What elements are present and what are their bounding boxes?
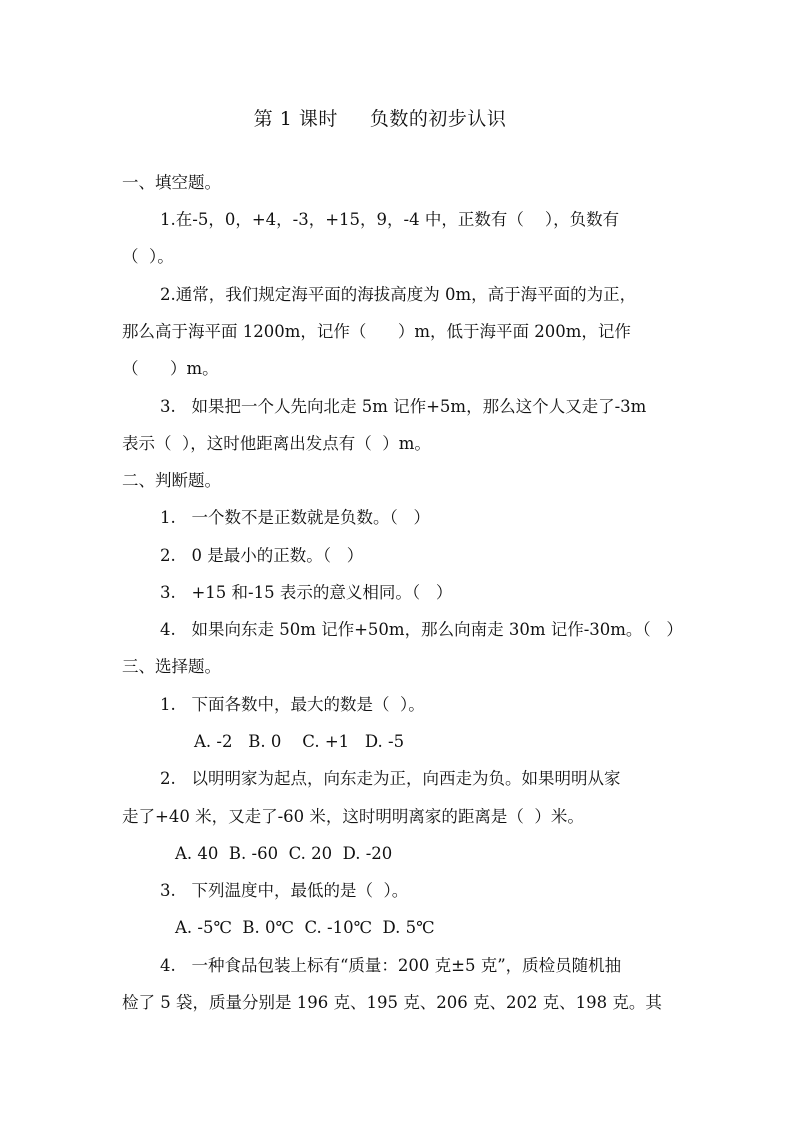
- choice-q3-options: A. -5℃ B. 0℃ C. -10℃ D. 5℃: [175, 918, 435, 937]
- choice-q4-line1: 4. 一种食品包装上标有“质量：200 克±5 克”，质检员随机抽: [160, 956, 622, 975]
- choice-q2-options: A. 40 B. -60 C. 20 D. -20: [175, 844, 393, 863]
- choice-q1-options: A. -2 B. 0 C. +1 D. -5: [194, 732, 405, 751]
- fill-q1-line2: （ ）。: [122, 247, 174, 266]
- fill-q2-line1: 2.通常，我们规定海平面的海拔高度为 0m，高于海平面的为正，: [160, 285, 637, 304]
- choice-q3: 3. 下列温度中，最低的是（ ）。: [160, 881, 409, 900]
- section-heading-judge: 二、判断题。: [122, 471, 221, 490]
- fill-q3-line2: 表示（ ），这时他距离出发点有（ ）m。: [122, 434, 431, 453]
- judge-q2: 2. 0 是最小的正数。（ ）: [160, 546, 364, 565]
- fill-q1-line1: 1.在-5，0，+4，-3，+15，9，-4 中，正数有（ ），负数有: [160, 210, 620, 229]
- choice-q2-line1: 2. 以明明家为起点，向东走为正，向西走为负。如果明明从家: [160, 769, 621, 788]
- section-heading-fill: 一、填空题。: [122, 173, 221, 192]
- fill-q3-line1: 3. 如果把一个人先向北走 5m 记作+5m，那么这个人又走了-3m: [160, 397, 647, 416]
- lesson-topic: 负数的初步认识: [369, 108, 507, 130]
- section-heading-choice: 三、选择题。: [122, 657, 221, 676]
- choice-q1: 1. 下面各数中，最大的数是（ ）。: [160, 695, 425, 714]
- judge-q1: 1. 一个数不是正数就是负数。（ ）: [160, 508, 430, 527]
- fill-q2-line3: （ ）m。: [122, 359, 219, 378]
- lesson-label: 第 1 课时: [253, 108, 338, 130]
- choice-q4-line2: 检了 5 袋，质量分别是 196 克、195 克、206 克、202 克、198 克。其: [122, 993, 662, 1012]
- judge-q4: 4. 如果向东走 50m 记作+50m，那么向南走 30m 记作-30m。（ ）: [160, 620, 683, 639]
- page-title: [0, 104, 760, 131]
- judge-q3: 3. +15 和-15 表示的意义相同。（ ）: [160, 583, 453, 602]
- choice-q2-line2: 走了+40 米，又走了-60 米，这时明明离家的距离是（ ）米。: [122, 807, 584, 826]
- fill-q2-line2: 那么高于海平面 1200m，记作（ ）m，低于海平面 200m，记作: [122, 322, 631, 341]
